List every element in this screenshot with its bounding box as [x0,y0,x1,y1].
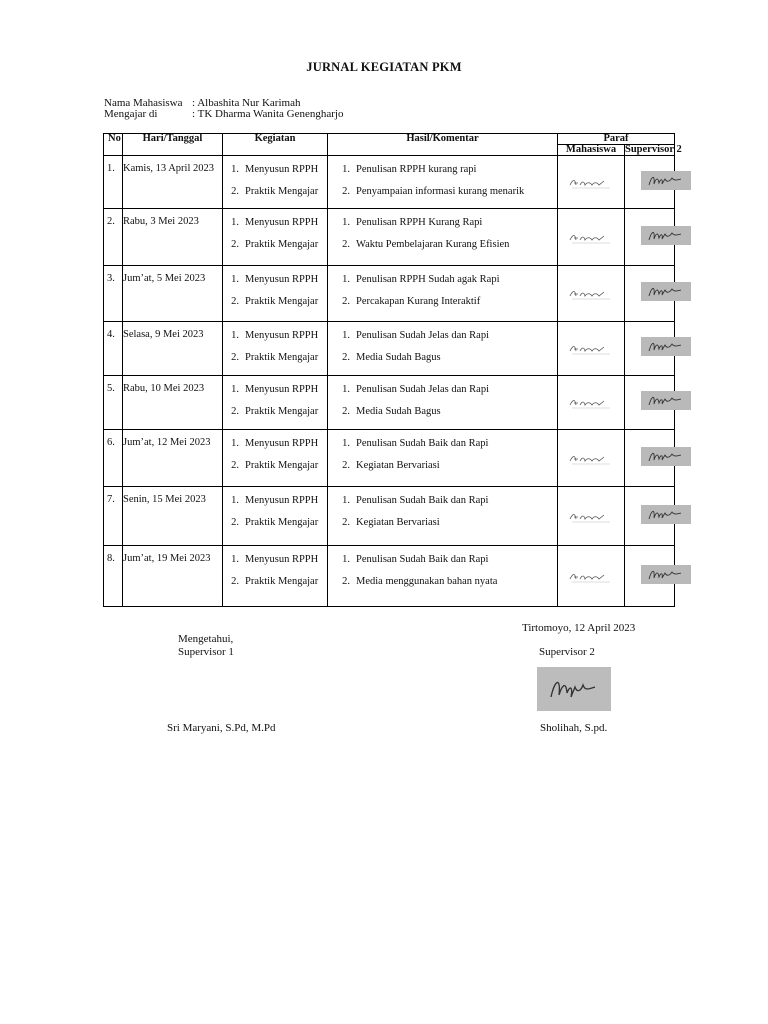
row-date: Rabu, 10 Mei 2023 [123,383,205,394]
student-signature-cell [558,266,625,322]
activity-text: Menyusun RPPH [245,384,319,395]
table-row [104,156,675,209]
teaching-place-value: : TK Dharma Wanita Genengharjo [192,108,344,120]
activity-text: Menyusun RPPH [245,495,319,506]
activity-text: Praktik Mengajar [245,517,319,528]
row-date-cell [123,156,223,209]
row-no-cell [104,266,123,322]
table-row [104,487,675,546]
row-result-cell [328,322,558,376]
row-activity-cell [223,156,328,209]
row-activity-cell [223,209,328,266]
result-text: Percakapan Kurang Interaktif [356,296,481,307]
row-result-cell [328,487,558,546]
row-activity-cell [223,376,328,430]
result-item: 1. Penulisan Sudah Jelas dan Rapi [342,384,489,395]
activity-text: Menyusun RPPH [245,164,319,175]
activity-item: 2. Praktik Mengajar [231,406,319,417]
row-date-cell [123,487,223,546]
supervisor-signature [641,447,691,466]
activity-item: 1. Menyusun RPPH [231,217,319,228]
result-item: 1. Penulisan Sudah Jelas dan Rapi [342,330,489,341]
activity-text: Menyusun RPPH [245,274,319,285]
activity-item: 1. Menyusun RPPH [231,330,319,341]
student-signature [568,177,614,189]
acknowledged-label: Mengetahui, [178,633,234,645]
header-no: No [104,134,123,156]
row-date: Senin, 15 Mei 2023 [123,494,206,505]
result-item: 1. Penulisan RPPH Kurang Rapi [342,217,483,228]
result-text: Penulisan RPPH kurang rapi [356,164,477,175]
row-date-cell [123,209,223,266]
supervisor-signature [641,391,691,410]
header-date: Hari/Tanggal [123,134,223,156]
teaching-place-line [104,108,343,120]
result-item: 2. Media Sudah Bagus [342,352,441,363]
student-signature [568,343,614,355]
activity-text: Praktik Mengajar [245,239,319,250]
header-student: Mahasiswa [558,145,625,156]
row-result-cell [328,156,558,209]
result-text: Penulisan Sudah Baik dan Rapi [356,554,489,565]
row-date: Rabu, 3 Mei 2023 [123,216,199,227]
header-activity: Kegiatan [223,134,328,156]
supervisor-signature [641,565,691,584]
activity-item: 2. Praktik Mengajar [231,517,319,528]
row-date-cell [123,266,223,322]
student-signature-cell [558,376,625,430]
row-no-cell [104,156,123,209]
journal-table [103,133,682,607]
supervisor-signature-cell [625,156,675,209]
row-activity-cell [223,430,328,487]
activity-text: Praktik Mengajar [245,186,319,197]
activity-item: 2. Praktik Mengajar [231,239,319,250]
supervisor-signature [641,337,691,356]
supervisor-signature [641,171,691,190]
activity-text: Praktik Mengajar [245,576,319,587]
row-date: Selasa, 9 Mei 2023 [123,329,204,340]
supervisor-signature-cell [625,376,675,430]
result-item: 2. Media menggunakan bahan nyata [342,576,498,587]
header-result: Hasil/Komentar [328,134,558,156]
result-text: Kegiatan Bervariasi [356,460,440,471]
row-activity-cell [223,546,328,607]
result-item: 2. Penyampaian informasi kurang menarik [342,186,525,197]
student-signature-cell [558,430,625,487]
row-no: 8. [107,553,115,564]
result-text: Penulisan RPPH Kurang Rapi [356,217,483,228]
row-no: 3. [107,273,115,284]
activity-text: Menyusun RPPH [245,554,319,565]
student-signature-cell [558,322,625,376]
row-no-cell [104,546,123,607]
row-date-cell [123,322,223,376]
activity-text: Menyusun RPPH [245,217,319,228]
table-row [104,546,675,607]
activity-text: Praktik Mengajar [245,460,319,471]
supervisor1-name: Sri Maryani, S.Pd, M.Pd [167,722,276,734]
result-text: Media Sudah Bagus [356,406,441,417]
activity-text: Praktik Mengajar [245,352,319,363]
student-signature-cell [558,156,625,209]
supervisor2-name: Sholihah, S.pd. [540,722,608,734]
activity-item: 2. Praktik Mengajar [231,352,319,363]
row-date: Jum’at, 12 Mei 2023 [123,437,211,448]
table-row [104,266,675,322]
activity-item: 1. Menyusun RPPH [231,274,319,285]
row-no: 7. [107,494,115,505]
supervisor-signature-cell [625,322,675,376]
student-signature [568,288,614,300]
result-item: 2. Waktu Pembelajaran Kurang Efisien [342,239,510,250]
student-signature-cell [558,209,625,266]
student-signature-cell [558,546,625,607]
activity-item: 2. Praktik Mengajar [231,576,319,587]
row-no: 6. [107,437,115,448]
row-activity-cell [223,487,328,546]
result-text: Penulisan Sudah Baik dan Rapi [356,495,489,506]
activity-item: 1. Menyusun RPPH [231,554,319,565]
table-row [104,376,675,430]
row-date: Jum’at, 5 Mei 2023 [123,273,206,284]
row-result-cell [328,376,558,430]
result-text: Penulisan Sudah Jelas dan Rapi [356,330,489,341]
result-text: Penyampaian informasi kurang menarik [356,186,525,197]
result-item: 2. Kegiatan Bervariasi [342,460,440,471]
activity-item: 1. Menyusun RPPH [231,495,319,506]
row-date-cell [123,546,223,607]
student-signature [568,571,614,583]
supervisor-signature [641,505,691,524]
result-item: 2. Kegiatan Bervariasi [342,517,440,528]
supervisor1-title: Supervisor 1 [178,646,234,658]
result-text: Waktu Pembelajaran Kurang Efisien [356,239,510,250]
row-result-cell [328,546,558,607]
row-result-cell [328,209,558,266]
student-signature [568,453,614,465]
supervisor-signature [641,226,691,245]
row-no-cell [104,376,123,430]
table-row [104,209,675,266]
result-text: Media Sudah Bagus [356,352,441,363]
activity-item: 2. Praktik Mengajar [231,296,319,307]
document-title: JURNAL KEGIATAN PKM [306,60,462,74]
place-date: Tirtomoyo, 12 April 2023 [522,622,636,634]
student-signature [568,232,614,244]
row-no-cell [104,487,123,546]
student-name-value: : Albashita Nur Karimah [192,97,301,109]
result-item: 1. Penulisan RPPH Sudah agak Rapi [342,274,500,285]
row-date-cell [123,376,223,430]
activity-text: Menyusun RPPH [245,330,319,341]
result-item: 1. Penulisan Sudah Baik dan Rapi [342,554,489,565]
supervisor-signature-cell [625,487,675,546]
supervisor-signature-cell [625,430,675,487]
supervisor-signature [641,282,691,301]
result-item: 1. Penulisan RPPH kurang rapi [342,164,477,175]
row-no-cell [104,430,123,487]
supervisor-signature-cell [625,266,675,322]
row-date: Jum’at, 19 Mei 2023 [123,553,211,564]
row-result-cell [328,266,558,322]
row-no: 5. [107,383,115,394]
activity-item: 2. Praktik Mengajar [231,460,319,471]
activity-item: 2. Praktik Mengajar [231,186,319,197]
student-signature [568,511,614,523]
header-paraf: Paraf [558,134,675,145]
row-no-cell [104,209,123,266]
activity-text: Praktik Mengajar [245,296,319,307]
row-activity-cell [223,322,328,376]
supervisor-signature-cell [625,209,675,266]
activity-text: Menyusun RPPH [245,438,319,449]
row-result-cell [328,430,558,487]
row-no-cell [104,322,123,376]
result-text: Penulisan Sudah Baik dan Rapi [356,438,489,449]
activity-item: 1. Menyusun RPPH [231,438,319,449]
result-text: Kegiatan Bervariasi [356,517,440,528]
header-supervisor2: Supervisor 2 [625,144,682,155]
teaching-place-label: Mengajar di [104,108,158,120]
result-item: 1. Penulisan Sudah Baik dan Rapi [342,495,489,506]
table-row [104,322,675,376]
activity-text: Praktik Mengajar [245,406,319,417]
row-activity-cell [223,266,328,322]
row-no: 4. [107,329,115,340]
activity-item: 1. Menyusun RPPH [231,164,319,175]
table-row [104,430,675,487]
row-no: 1. [107,163,115,174]
supervisor2-signature [537,667,611,711]
supervisor-signature-cell [625,546,675,607]
student-signature-cell [558,487,625,546]
student-signature [568,397,614,409]
result-text: Media menggunakan bahan nyata [356,576,498,587]
result-text: Penulisan RPPH Sudah agak Rapi [356,274,500,285]
student-name-label: Nama Mahasiswa [104,97,183,109]
supervisor2-title: Supervisor 2 [539,646,595,658]
activity-item: 1. Menyusun RPPH [231,384,319,395]
row-date: Kamis, 13 April 2023 [123,163,214,174]
row-no: 2. [107,216,115,227]
row-date-cell [123,430,223,487]
result-text: Penulisan Sudah Jelas dan Rapi [356,384,489,395]
result-item: 1. Penulisan Sudah Baik dan Rapi [342,438,489,449]
result-item: 2. Percakapan Kurang Interaktif [342,296,481,307]
result-item: 2. Media Sudah Bagus [342,406,441,417]
